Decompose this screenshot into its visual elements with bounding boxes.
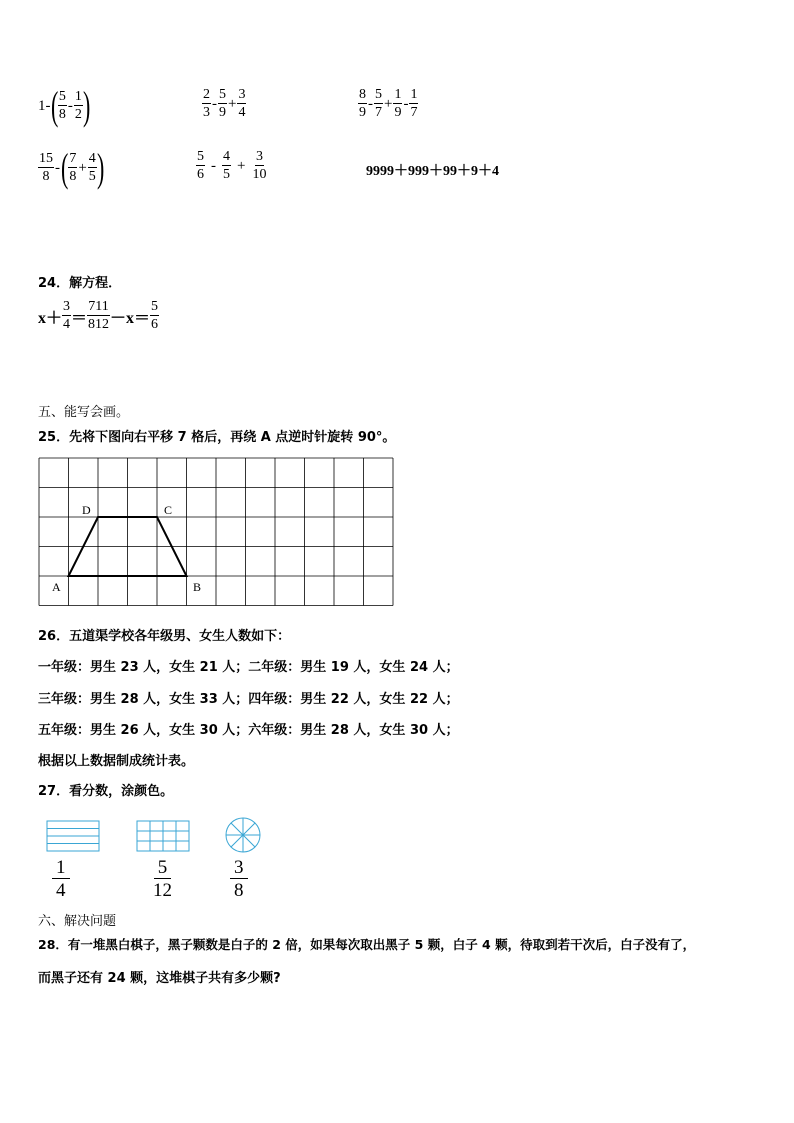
expression-5: $\frac{5}{6}$ - $\frac{4}{5}$ + $\frac{3}{10}$ bbox=[197, 149, 267, 182]
question-27-title: 27．看分数，涂颜色。 bbox=[38, 784, 174, 799]
fraction-3-8: $\frac{3}{8}$ bbox=[230, 858, 248, 900]
data-line-1: 一年级：男生 23 人，女生 21 人；二年级：男生 19 人，女生 24 人； bbox=[38, 660, 459, 675]
point-label-d: D bbox=[82, 503, 91, 517]
expr-lead: 1- bbox=[38, 97, 51, 114]
fraction: $\frac{8}{9}$ bbox=[359, 87, 366, 120]
fraction: $\frac{5}{6}$ bbox=[197, 149, 204, 182]
fraction: $\frac{711}{812}$ bbox=[88, 299, 110, 332]
expression-3: $\frac{8}{9}$ - $\frac{5}{7}$ + $\frac{1}{9}$ - $\frac{1}{7}$ bbox=[359, 87, 418, 120]
expression-4: $\frac{15}{8}$ - ( $\frac{7}{8}$ + $\frac{4}{5}$ ) bbox=[39, 145, 105, 190]
fraction: $\frac{4}{5}$ bbox=[223, 149, 230, 182]
question-26-title: 26．五道渠学校各年级男、女生人数如下： bbox=[38, 629, 291, 644]
right-paren: ) bbox=[82, 83, 91, 128]
fraction-5-12: $\frac{5}{12}$ bbox=[153, 857, 172, 901]
left-paren: ( bbox=[60, 145, 69, 190]
fraction-1-4: $\frac{1}{4}$ bbox=[52, 858, 70, 900]
rectangle-quarters[interactable] bbox=[46, 820, 100, 852]
fraction: $\frac{7}{8}$ bbox=[69, 151, 77, 184]
equation: x＋ $\frac{3}{4}$ ＝ $\frac{711}{812}$ －x＝ $\frac{5}{6}$ bbox=[38, 299, 159, 332]
fraction: $\frac{3}{4}$ bbox=[238, 87, 246, 120]
section-6-heading: 六、解决问题 bbox=[38, 914, 117, 929]
point-label-a: A bbox=[52, 580, 61, 594]
fraction: $\frac{1}{2}$ bbox=[74, 89, 82, 122]
question-28-line-1: 28．有一堆黑白棋子，黑子颗数是白子的 2 倍，如果每次取出黑子 5 颗，白子 4 颗，待取到若干次后，白子没有了， bbox=[38, 937, 696, 952]
fraction: $\frac{5}{6}$ bbox=[151, 299, 159, 332]
fraction: $\frac{2}{3}$ bbox=[203, 87, 210, 120]
point-label-b: B bbox=[193, 580, 202, 594]
instruction: 根据以上数据制成统计表。 bbox=[38, 754, 195, 769]
circle-eighths[interactable] bbox=[224, 816, 262, 854]
question-24-title: 24．解方程． bbox=[38, 276, 122, 291]
expression-2: $\frac{2}{3}$ - $\frac{5}{9}$ + $\frac{3}{4}$ bbox=[203, 87, 246, 120]
question-25-title: 25．先将下图向右平移 7 格后，再绕 A 点逆时针旋转 90°。 bbox=[38, 430, 396, 445]
fraction: $\frac{5}{8}$ bbox=[58, 89, 66, 122]
point-label-c: C bbox=[164, 503, 173, 517]
expression-6: 9999＋999＋99＋9＋4 bbox=[366, 164, 499, 179]
right-paren: ) bbox=[96, 145, 105, 190]
fraction: $\frac{3}{10}$ bbox=[252, 149, 267, 182]
fraction: $\frac{3}{4}$ bbox=[63, 299, 71, 332]
data-line-3: 五年级：男生 26 人，女生 30 人；六年级：男生 28 人，女生 30 人； bbox=[38, 723, 459, 738]
fraction: $\frac{1}{9}$ bbox=[394, 87, 402, 120]
fraction: $\frac{4}{5}$ bbox=[88, 151, 96, 184]
section-5-heading: 五、能写会画。 bbox=[38, 405, 130, 420]
fraction: $\frac{15}{8}$ bbox=[39, 151, 53, 184]
expression-1: 1- ( $\frac{5}{8}$ - $\frac{1}{2}$ ) bbox=[38, 83, 91, 128]
question-28-line-2: 而黑子还有 24 颗，这堆棋子共有多少颗? bbox=[38, 971, 281, 986]
rectangle-twelfths[interactable] bbox=[136, 820, 190, 852]
grid-figure bbox=[38, 457, 394, 609]
data-line-2: 三年级：男生 28 人，女生 33 人；四年级：男生 22 人，女生 22 人； bbox=[38, 692, 459, 707]
left-paren: ( bbox=[50, 83, 58, 128]
fraction: $\frac{5}{7}$ bbox=[375, 87, 382, 120]
fraction: $\frac{1}{7}$ bbox=[410, 87, 418, 120]
fraction: $\frac{5}{9}$ bbox=[219, 87, 226, 120]
